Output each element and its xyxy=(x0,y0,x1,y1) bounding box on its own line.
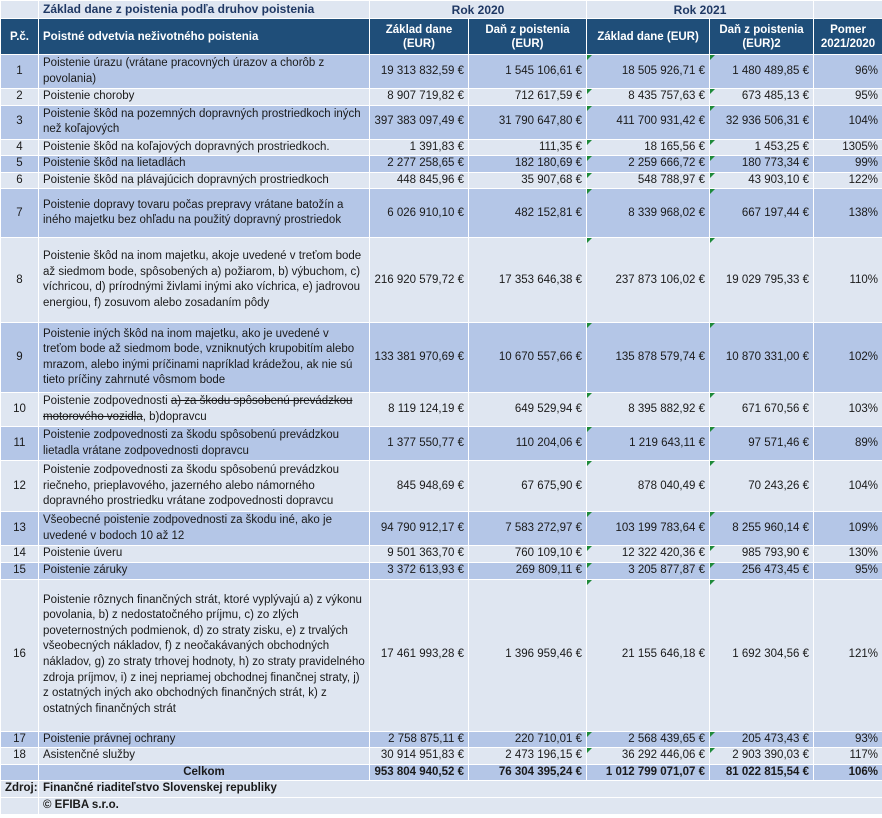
branch-name: Poistenie právnej ochrany xyxy=(39,731,370,748)
branch-name-part: , b)dopravcu xyxy=(142,410,207,423)
base-2021: 2 259 666,72 € xyxy=(587,156,710,173)
tax-2021: 32 936 506,31 € xyxy=(710,105,814,139)
base-2020: 216 920 579,72 € xyxy=(370,238,469,323)
base-2020: 2 277 258,65 € xyxy=(370,156,469,173)
source-row xyxy=(1,781,882,798)
total-spacer xyxy=(1,764,39,781)
branch-name: Poistenie iných škôd na inom majetku, ako je uvedené v treťom bode až siedmom bode, vzniknutých krupobitím alebo mrazom, alebo inými príčinami napríklad krádežou, ak nie sú tieto príčiny zahrnuté vôsmom bode xyxy=(39,323,370,393)
tax-2020: 269 809,11 € xyxy=(469,562,587,579)
ratio: 104% xyxy=(814,105,882,139)
total-tax-2020: 76 304 395,24 € xyxy=(469,764,587,781)
tax-2020: 31 790 647,80 € xyxy=(469,105,587,139)
tax-2021: 1 480 489,85 € xyxy=(710,55,814,89)
row-number: 5 xyxy=(1,156,39,173)
branch-name: Poistenie škôd na pozemných dopravných prostriedkoch iných než koľajových xyxy=(39,105,370,139)
base-2020: 1 391,83 € xyxy=(370,139,469,156)
base-2021: 18 165,56 € xyxy=(587,139,710,156)
table-row xyxy=(1,55,882,89)
copyright-row xyxy=(1,797,882,814)
base-2021: 2 568 439,65 € xyxy=(587,731,710,748)
col-header-tax-2020: Daň z poistenia (EUR) xyxy=(469,19,587,55)
year-2021-header: Rok 2021 xyxy=(587,1,814,19)
base-2021: 36 292 446,06 € xyxy=(587,748,710,765)
table-row xyxy=(1,562,882,579)
tax-2021: 1 453,25 € xyxy=(710,139,814,156)
tax-2021: 671 670,56 € xyxy=(710,393,814,427)
branch-name: Poistenie zodpovednosti za škodu spôsobenú prevádzkou lietadla vrátane zodpovednosti dopravcu xyxy=(39,427,370,461)
ratio: 99% xyxy=(814,156,882,173)
table-row xyxy=(1,105,882,139)
tax-2021: 205 473,43 € xyxy=(710,731,814,748)
row-number: 4 xyxy=(1,139,39,156)
ratio: 93% xyxy=(814,731,882,748)
tax-2021: 8 255 960,14 € xyxy=(710,512,814,546)
base-2020: 3 372 613,93 € xyxy=(370,562,469,579)
row-number: 11 xyxy=(1,427,39,461)
ratio: 109% xyxy=(814,512,882,546)
total-label: Celkom xyxy=(39,764,370,781)
tax-2020: 17 353 646,38 € xyxy=(469,238,587,323)
row-number: 6 xyxy=(1,172,39,189)
table-row xyxy=(1,731,882,748)
col-header-branch: Poistné odvetvia neživotného poistenia xyxy=(39,19,370,55)
ratio: 1305% xyxy=(814,139,882,156)
base-2020: 2 758 875,11 € xyxy=(370,731,469,748)
row-number: 16 xyxy=(1,579,39,731)
table-row xyxy=(1,461,882,512)
tax-2021: 70 243,26 € xyxy=(710,461,814,512)
table-row xyxy=(1,238,882,323)
base-2021: 8 395 882,92 € xyxy=(587,393,710,427)
row-number: 3 xyxy=(1,105,39,139)
ratio: 117% xyxy=(814,748,882,765)
table-row xyxy=(1,512,882,546)
ratio: 138% xyxy=(814,189,882,238)
tax-2020: 760 109,10 € xyxy=(469,546,587,563)
branch-name: Poistenie rôznych finančných strát, ktoré vyplývajú a) z výkonu povolania, b) z nedostatočného príjmu, c) zo zlých poveternostných podmienok, d) zo straty zisku, e) z trvalých všeobecných nákladov, f) z neočakávaných obchodných nákladov, g) zo straty trhovej hodnoty, h) zo straty pravidelného zdroja príjmov, i) z inej nepriamej obchodnej finančnej straty, j) z ostatných iných ako obchodných finančných strát, k) z ostatných finančných strát xyxy=(39,579,370,731)
tax-2020: 35 907,68 € xyxy=(469,172,587,189)
total-base-2020: 953 804 940,52 € xyxy=(370,764,469,781)
branch-name: Poistenie úveru xyxy=(39,546,370,563)
tax-2020: 67 675,90 € xyxy=(469,461,587,512)
total-ratio: 106% xyxy=(814,764,882,781)
col-header-tax-2021: Daň z poistenia (EUR)2 xyxy=(710,19,814,55)
branch-name: Poistenie škôd na koľajových dopravných prostriedkoch. xyxy=(39,139,370,156)
ratio: 122% xyxy=(814,172,882,189)
table-row xyxy=(1,323,882,393)
tax-2021: 667 197,44 € xyxy=(710,189,814,238)
ratio: 121% xyxy=(814,579,882,731)
tax-2021: 43 903,10 € xyxy=(710,172,814,189)
branch-name-struck: a) za škodu spôsobenú prevádzkou motorového vozidla xyxy=(43,395,353,423)
branch-name: Poistenie úrazu (vrátane pracovných úrazov a chorôb z povolania) xyxy=(39,55,370,89)
row-number: 18 xyxy=(1,748,39,765)
total-row xyxy=(1,764,882,781)
tax-2021: 10 870 331,00 € xyxy=(710,323,814,393)
ratio: 110% xyxy=(814,238,882,323)
base-2021: 8 435 757,63 € xyxy=(587,89,710,106)
table-row xyxy=(1,427,882,461)
ratio: 89% xyxy=(814,427,882,461)
table-row xyxy=(1,546,882,563)
branch-name: Všeobecné poistenie zodpovednosti za škodu iné, ako je uvedené v bodoch 10 až 12 xyxy=(39,512,370,546)
tax-2020: 1 396 959,46 € xyxy=(469,579,587,731)
base-2021: 548 788,97 € xyxy=(587,172,710,189)
tax-2021: 985 793,90 € xyxy=(710,546,814,563)
table-title: Základ dane z poistenia podľa druhov poistenia xyxy=(39,1,370,19)
tax-2021: 180 773,34 € xyxy=(710,156,814,173)
tax-2020: 7 583 272,97 € xyxy=(469,512,587,546)
row-number: 1 xyxy=(1,55,39,89)
base-2020: 8 907 719,82 € xyxy=(370,89,469,106)
row-number: 7 xyxy=(1,189,39,238)
tax-2020: 10 670 557,66 € xyxy=(469,323,587,393)
branch-name-part: Poistenie zodpovednosti xyxy=(43,395,171,408)
total-base-2021: 1 012 799 071,07 € xyxy=(587,764,710,781)
tax-2020: 111,35 € xyxy=(469,139,587,156)
base-2020: 9 501 363,70 € xyxy=(370,546,469,563)
branch-name: Poistenie dopravy tovaru počas prepravy vrátane batožín a iného majetku bez ohľadu na použitý dopravný prostriedok xyxy=(39,189,370,238)
tax-2020: 1 545 106,61 € xyxy=(469,55,587,89)
base-2020: 1 377 550,77 € xyxy=(370,427,469,461)
ratio: 103% xyxy=(814,393,882,427)
base-2020: 397 383 097,49 € xyxy=(370,105,469,139)
tax-2021: 19 029 795,33 € xyxy=(710,238,814,323)
source-text: Finančné riaditeľstvo Slovenskej republiky xyxy=(39,781,882,798)
table-row xyxy=(1,579,882,731)
base-2021: 3 205 877,87 € xyxy=(587,562,710,579)
base-2020: 448 845,96 € xyxy=(370,172,469,189)
tax-2021: 1 692 304,56 € xyxy=(710,579,814,731)
ratio: 95% xyxy=(814,89,882,106)
row-number: 12 xyxy=(1,461,39,512)
col-header-base-2020: Základ dane (EUR) xyxy=(370,19,469,55)
tax-2021: 2 903 390,03 € xyxy=(710,748,814,765)
col-header-base-2021: Základ dane (EUR) xyxy=(587,19,710,55)
ratio: 104% xyxy=(814,461,882,512)
base-2020: 30 914 951,83 € xyxy=(370,748,469,765)
branch-name: Poistenie škôd na plávajúcich dopravných prostriedkoch xyxy=(39,172,370,189)
branch-name: Poistenie choroby xyxy=(39,89,370,106)
base-2020: 845 948,69 € xyxy=(370,461,469,512)
ratio: 96% xyxy=(814,55,882,89)
base-2021: 103 199 783,64 € xyxy=(587,512,710,546)
branch-name xyxy=(39,393,370,427)
table-row xyxy=(1,139,882,156)
tax-2020: 712 617,59 € xyxy=(469,89,587,106)
base-2020: 6 026 910,10 € xyxy=(370,189,469,238)
tax-2020: 220 710,01 € xyxy=(469,731,587,748)
base-2021: 878 040,49 € xyxy=(587,461,710,512)
tax-2021: 256 473,45 € xyxy=(710,562,814,579)
base-2020: 94 790 912,17 € xyxy=(370,512,469,546)
branch-name: Poistenie škôd na lietadlách xyxy=(39,156,370,173)
row-number: 8 xyxy=(1,238,39,323)
row-number: 17 xyxy=(1,731,39,748)
tax-2020: 110 204,06 € xyxy=(469,427,587,461)
tax-2021: 97 571,46 € xyxy=(710,427,814,461)
base-2021: 12 322 420,36 € xyxy=(587,546,710,563)
copyright-spacer xyxy=(1,797,39,814)
row-number: 2 xyxy=(1,89,39,106)
base-2021: 411 700 931,42 € xyxy=(587,105,710,139)
tax-2020: 649 529,94 € xyxy=(469,393,587,427)
total-tax-2021: 81 022 815,54 € xyxy=(710,764,814,781)
base-2021: 18 505 926,71 € xyxy=(587,55,710,89)
tax-2020: 2 473 196,15 € xyxy=(469,748,587,765)
table-row xyxy=(1,172,882,189)
table-row xyxy=(1,156,882,173)
row-number: 10 xyxy=(1,393,39,427)
row-number: 9 xyxy=(1,323,39,393)
copyright-text: © EFIBA s.r.o. xyxy=(39,797,882,814)
tax-2020: 482 152,81 € xyxy=(469,189,587,238)
col-header-pc: P.č. xyxy=(1,19,39,55)
base-2020: 17 461 993,28 € xyxy=(370,579,469,731)
base-2021: 21 155 646,18 € xyxy=(587,579,710,731)
row-number: 14 xyxy=(1,546,39,563)
ratio: 130% xyxy=(814,546,882,563)
base-2020: 19 313 832,59 € xyxy=(370,55,469,89)
base-2021: 237 873 106,02 € xyxy=(587,238,710,323)
branch-name: Asistenčné služby xyxy=(39,748,370,765)
tax-2020: 182 180,69 € xyxy=(469,156,587,173)
table-row xyxy=(1,189,882,238)
branch-name: Poistenie škôd na inom majetku, akoje uvedené v treťom bode až siedmom bode, spôsobených a) požiarom, b) výbuchom, c) víchricou, d) prírodnými živlami inými ako víchrica, e) jadrovou energiou, f) zosuvom alebo zosadaním pôdy xyxy=(39,238,370,323)
ratio: 95% xyxy=(814,562,882,579)
branch-name: Poistenie záruky xyxy=(39,562,370,579)
base-2021: 1 219 643,11 € xyxy=(587,427,710,461)
base-2021: 8 339 968,02 € xyxy=(587,189,710,238)
year-2020-header: Rok 2020 xyxy=(370,1,587,19)
table-row xyxy=(1,89,882,106)
tax-2021: 673 485,13 € xyxy=(710,89,814,106)
source-label: Zdroj: xyxy=(1,781,39,798)
table-row xyxy=(1,393,882,427)
base-2021: 135 878 579,74 € xyxy=(587,323,710,393)
base-2020: 8 119 124,19 € xyxy=(370,393,469,427)
ratio: 102% xyxy=(814,323,882,393)
row-number: 13 xyxy=(1,512,39,546)
row-number: 15 xyxy=(1,562,39,579)
table-row xyxy=(1,748,882,765)
base-2020: 133 381 970,69 € xyxy=(370,323,469,393)
branch-name: Poistenie zodpovednosti za škodu spôsobenú prevádzkou riečneho, prieplavového, jazerného alebo námorného dopravného prostriedku vrátane zodpovednosti dopravcu xyxy=(39,461,370,512)
col-header-ratio: Pomer 2021/2020 xyxy=(814,19,882,55)
